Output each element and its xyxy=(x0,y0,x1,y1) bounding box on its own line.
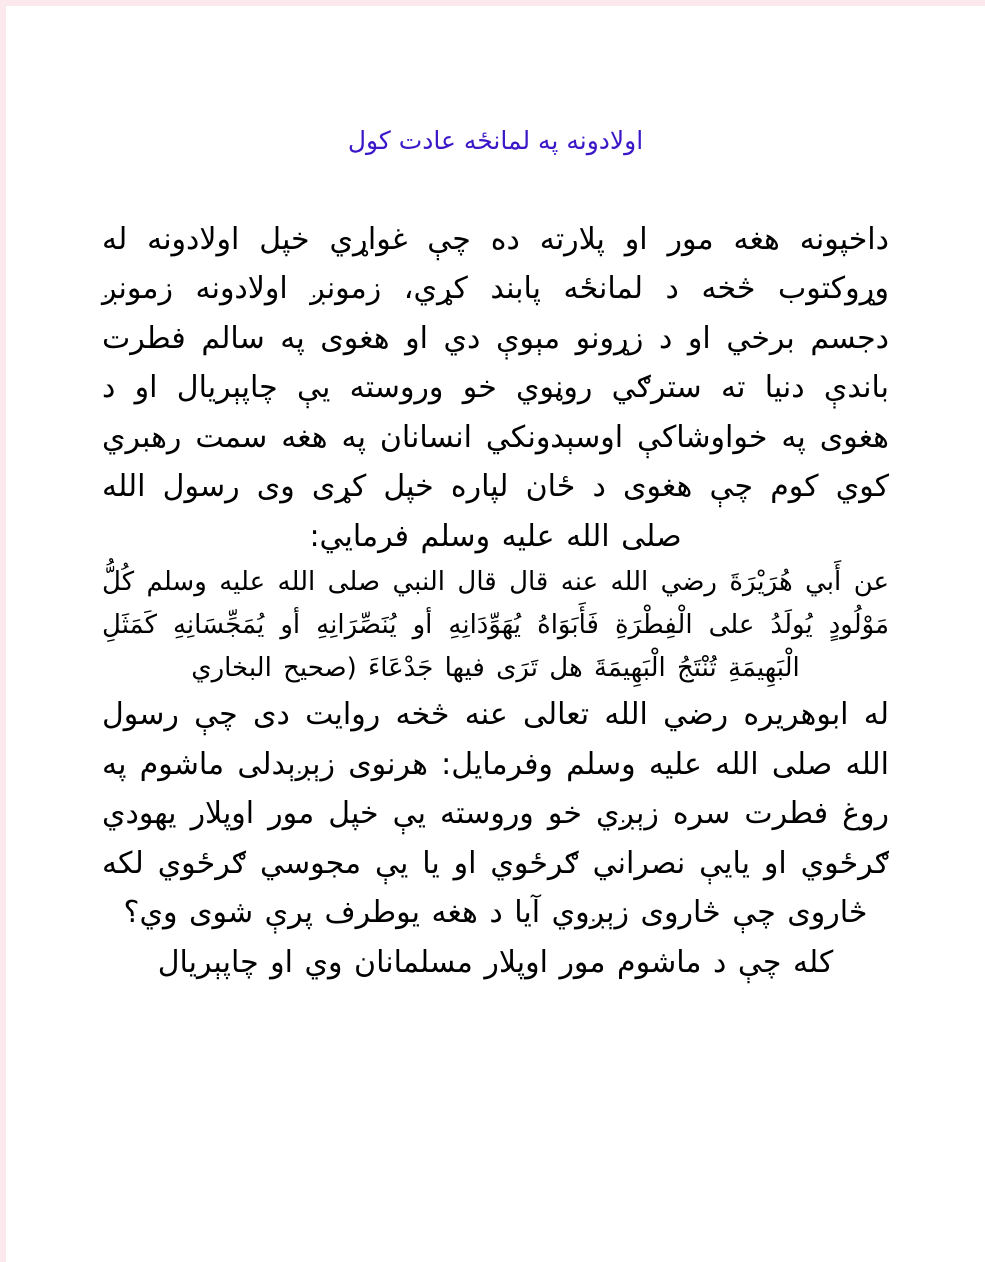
page-title: اولادونه په لمانځه عادت كول xyxy=(347,126,644,155)
document-content xyxy=(6,6,985,987)
hadith-arabic-text: عن أَبي هُرَيْرَةَ رضي الله عنه قال قال النبي صلى الله عليه وسلم كُلُّ مَوْلُودٍ يُولَدُ على الْفِطْرَةِ فَأَبَوَاهُ يُهَوِّدَانِهِ أو يُنَصِّرَانِهِ أو يُمَجِّسَانِهِ كَمَثَلِ الْبَهِيمَةِ تُنْتَجُ الْبَهِيمَةَ هل تَرَى فيها جَدْعَاءَ (صحيح البخاري xyxy=(102,567,889,684)
document-body xyxy=(102,158,889,988)
closing-line: كله چې د ماشوم مور اوپلار مسلمانان وي او چاپېريال xyxy=(157,944,834,980)
intro-paragraph: داخپونه هغه مور او پلارته ده چې غواړي خپل اولادونه له وړوكتوب څخه د لمانځه پابند كړي، زمونږ اولادونه زمونږ دجسم برخي او د زړونو مېوې دي او هغوى په سالم فطرت باندې دنيا ته سترګي روڼوي خو وروسته يې چاپېريال او د هغوى په خواوشاكې اوسېدونكي انسانان په هغه سمت رهبري كوي كوم چې هغوى د ځان لپاره خپل كړى وى رسول الله صلى الله عليه وسلم فرمايي: xyxy=(102,221,889,554)
document-page xyxy=(6,6,985,1262)
translation-paragraph: له ابوهريره رضي الله تعالى عنه څخه روايت دى چې رسول الله صلى الله عليه وسلم وفرمايل: هرنوى زېږېدلى ماشوم په روغ فطرت سره زېږي خو وروسته يې خپل مور اوپلار يهودي ګرځوي او يايې نصراني ګرځوي او يا يې مجوسي ګرځوي لكه څاروى چې څاروى زېږوي آيا د هغه يوطرف پرې شوى وي؟ xyxy=(102,697,889,931)
